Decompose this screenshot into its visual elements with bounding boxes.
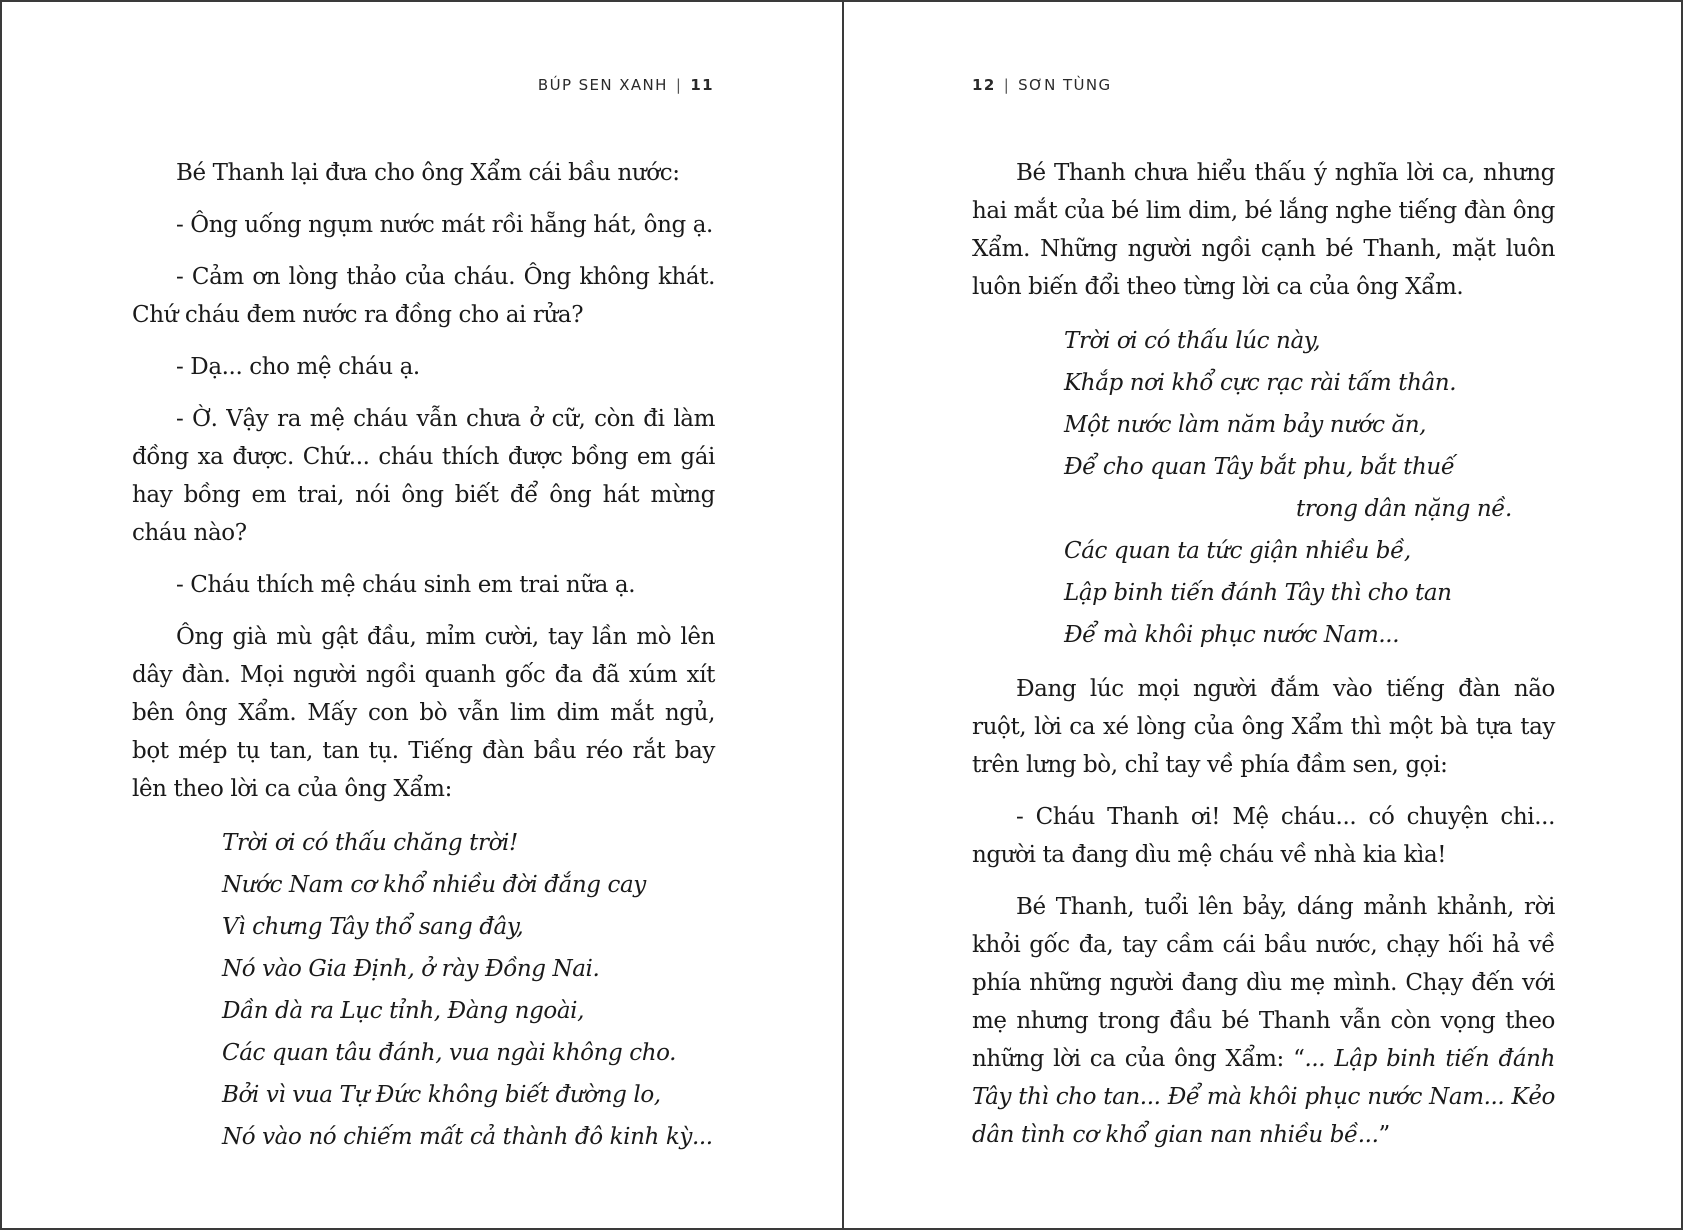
verse-line: Trời ơi có thấu chăng trời! <box>222 830 518 856</box>
quoted-lyrics: ... Lập binh tiến đánh Tây thì cho tan... Để mà khôi phục nước Nam... Kẻo dân tình cơ khổ gian nan nhiều bề... <box>972 1046 1555 1148</box>
page-number: 11 <box>690 76 714 94</box>
verse-line: Lập binh tiến đánh Tây thì cho tan <box>1064 580 1452 606</box>
right-page <box>844 2 1683 1228</box>
verse-line: Để mà khôi phục nước Nam... <box>1064 622 1400 648</box>
closing-quote: ” <box>1378 1122 1390 1148</box>
left-running-head <box>538 76 714 94</box>
header-separator: | <box>675 76 683 94</box>
paragraph: - Cảm ơn lòng thảo của cháu. Ông không khát. Chứ cháu đem nước ra đồng cho ai rửa? <box>132 264 715 328</box>
verse-line-continuation: trong dân nặng nề. <box>1296 496 1512 522</box>
paragraph: - Ờ. Vậy ra mệ cháu vẫn chưa ở cữ, còn đi làm đồng xa được. Chứ... cháu thích được bồng em gái hay bồng em trai, nói ông biết để ông hát mừng cháu nào? <box>132 406 715 546</box>
verse-line: Dần dà ra Lục tỉnh, Đàng ngoài, <box>222 998 585 1024</box>
right-running-head <box>972 76 1112 94</box>
verse-line: Nước Nam cơ khổ nhiều đời đắng cay <box>222 872 646 898</box>
song-verse <box>132 822 715 1158</box>
paragraph: - Cháu Thanh ơi! Mệ cháu... có chuyện chi... người ta đang dìu mệ cháu về nhà kia kìa! <box>972 804 1555 868</box>
header-separator: | <box>1003 76 1011 94</box>
right-body-text <box>972 154 1555 1168</box>
paragraph: - Ông uống ngụm nước mát rồi hẵng hát, ông ạ. <box>176 212 713 238</box>
author-name: SƠN TÙNG <box>1018 76 1112 94</box>
paragraph: Bé Thanh lại đưa cho ông Xẩm cái bầu nước: <box>176 160 680 186</box>
verse-line: Các quan tâu đánh, vua ngài không cho. <box>222 1040 677 1066</box>
paragraph: Đang lúc mọi người đắm vào tiếng đàn não ruột, lời ca xé lòng của ông Xẩm thì một bà tựa tay trên lưng bò, chỉ tay về phía đầm sen, gọi: <box>972 676 1555 778</box>
song-verse <box>972 320 1555 656</box>
verse-line: Các quan ta tức giận nhiều bề, <box>1064 538 1411 564</box>
verse-line: Bởi vì vua Tự Đức không biết đường lo, <box>222 1082 661 1108</box>
paragraph: Ông già mù gật đầu, mỉm cười, tay lần mò lên dây đàn. Mọi người ngồi quanh gốc đa đã xúm xít bên ông Xẩm. Mấy con bò vẫn lim dim mắt ngủ, bọt mép tụ tan, tan tụ. Tiếng đàn bầu réo rắt bay lên theo lời ca của ông Xẩm: <box>132 624 715 802</box>
paragraph-lead: Bé Thanh, tuổi lên bảy, dáng mảnh khảnh, rời khỏi gốc đa, tay cầm cái bầu nước, chạy hối hả về phía những người đang dìu mẹ mình. Chạy đến với mẹ nhưng trong đầu bé Thanh vẫn còn vọng theo những lời ca của ông Xẩm: “ <box>972 894 1555 1072</box>
paragraph: - Cháu thích mệ cháu sinh em trai nữa ạ. <box>176 572 636 598</box>
verse-line: Nó vào nó chiếm mất cả thành đô kinh kỳ... <box>222 1124 713 1150</box>
verse-line: Nó vào Gia Định, ở rày Đồng Nai. <box>222 956 600 982</box>
left-page <box>2 2 842 1228</box>
final-paragraph <box>972 888 1555 1154</box>
paragraph: - Dạ... cho mệ cháu ạ. <box>176 354 420 380</box>
verse-line: Vì chưng Tây thổ sang đây, <box>222 914 524 940</box>
verse-line: Một nước làm năm bảy nước ăn, <box>1064 412 1427 438</box>
left-body-text <box>132 154 715 1172</box>
verse-line: Để cho quan Tây bắt phu, bắt thuế <box>1064 454 1455 480</box>
page-number: 12 <box>972 76 996 94</box>
verse-line: Khắp nơi khổ cực rạc rài tấm thân. <box>1064 370 1457 396</box>
verse-line: Trời ơi có thấu lúc này, <box>1064 328 1321 354</box>
book-title: BÚP SEN XANH <box>537 76 668 94</box>
paragraph: Bé Thanh chưa hiểu thấu ý nghĩa lời ca, nhưng hai mắt của bé lim dim, bé lắng nghe tiếng đàn ông Xẩm. Những người ngồi cạnh bé Thanh, mặt luôn luôn biến đổi theo từng lời ca của ông Xẩm. <box>972 160 1555 300</box>
